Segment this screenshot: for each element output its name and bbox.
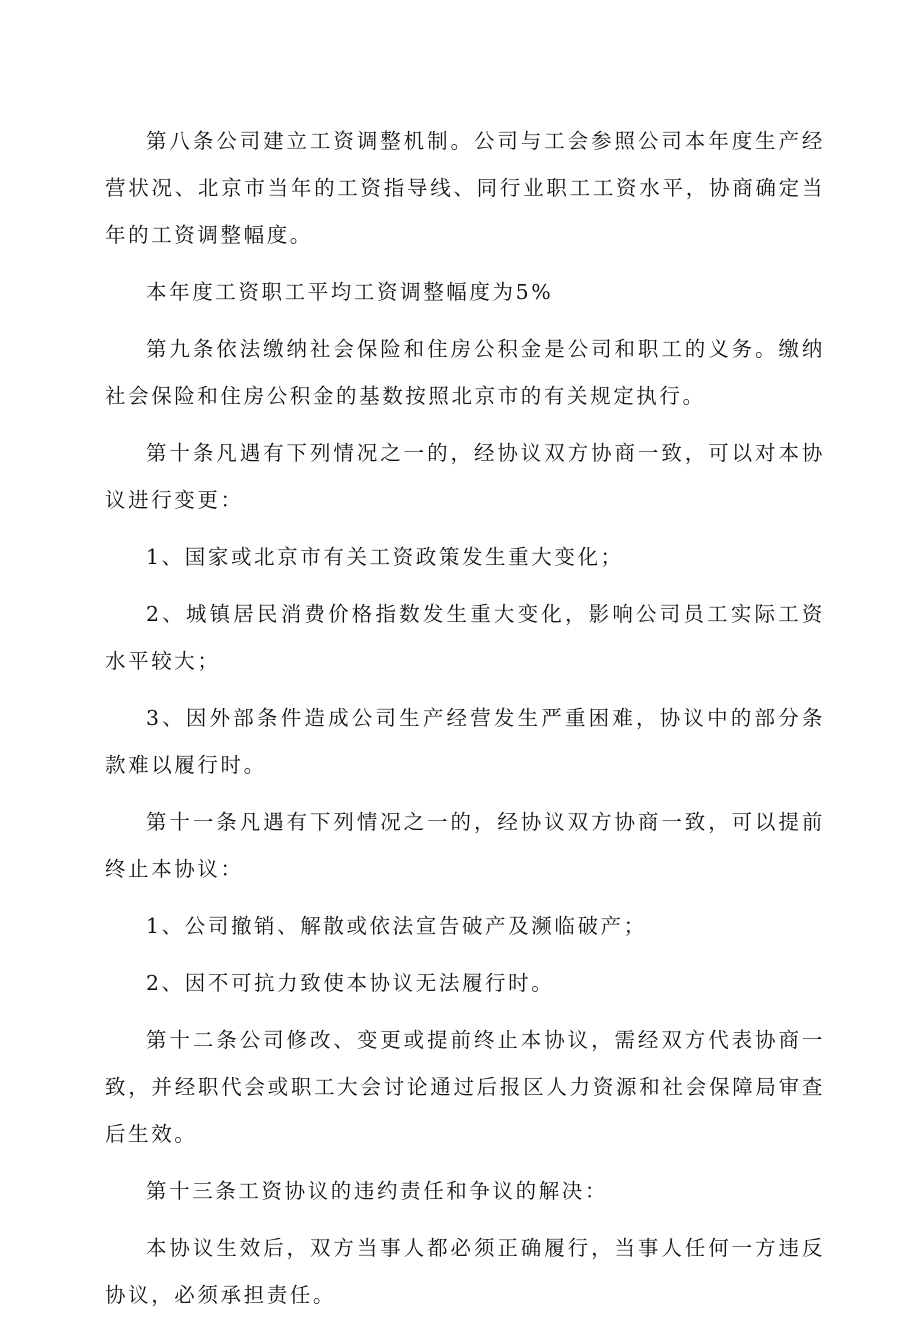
document-page xyxy=(105,118,825,1329)
list-item-article-10-2: 2、城镇居民消费价格指数发生重大变化，影响公司员工实际工资水平较大； xyxy=(105,602,825,673)
paragraph-article-10: 第十条凡遇有下列情况之一的，经协议双方协商一致，可以对本协议进行变更： xyxy=(105,441,825,512)
paragraph-article-12: 第十二条公司修改、变更或提前终止本协议，需经双方代表协商一致，并经职代会或职工大会讨论通过后报区人力资源和社会保障局审查后生效。 xyxy=(105,1028,825,1146)
paragraph-salary-adjustment-rate: 本年度工资职工平均工资调整幅度为5% xyxy=(146,280,554,304)
list-item-article-10-1: 1、国家或北京市有关工资政策发生重大变化； xyxy=(146,545,624,569)
paragraph-article-9: 第九条依法缴纳社会保险和住房公积金是公司和职工的义务。缴纳社会保险和住房公积金的基数按照北京市的有关规定执行。 xyxy=(105,337,825,408)
list-item-article-10-3: 3、因外部条件造成公司生产经营发生严重困难，协议中的部分条款难以履行时。 xyxy=(105,706,825,777)
paragraph-liability: 本协议生效后，双方当事人都必须正确履行，当事人任何一方违反协议，必须承担责任。 xyxy=(105,1236,825,1307)
paragraph-article-8: 第八条公司建立工资调整机制。公司与工会参照公司本年度生产经营状况、北京市当年的工资指导线、同行业职工工资水平，协商确定当年的工资调整幅度。 xyxy=(105,129,825,247)
paragraph-article-13: 第十三条工资协议的违约责任和争议的解决： xyxy=(146,1179,608,1203)
paragraph-article-11: 第十一条凡遇有下列情况之一的，经协议双方协商一致，可以提前终止本协议： xyxy=(105,810,825,881)
list-item-article-11-1: 1、公司撤销、解散或依法宣告破产及濒临破产； xyxy=(146,914,647,938)
list-item-article-11-2: 2、因不可抗力致使本协议无法履行时。 xyxy=(146,971,555,995)
